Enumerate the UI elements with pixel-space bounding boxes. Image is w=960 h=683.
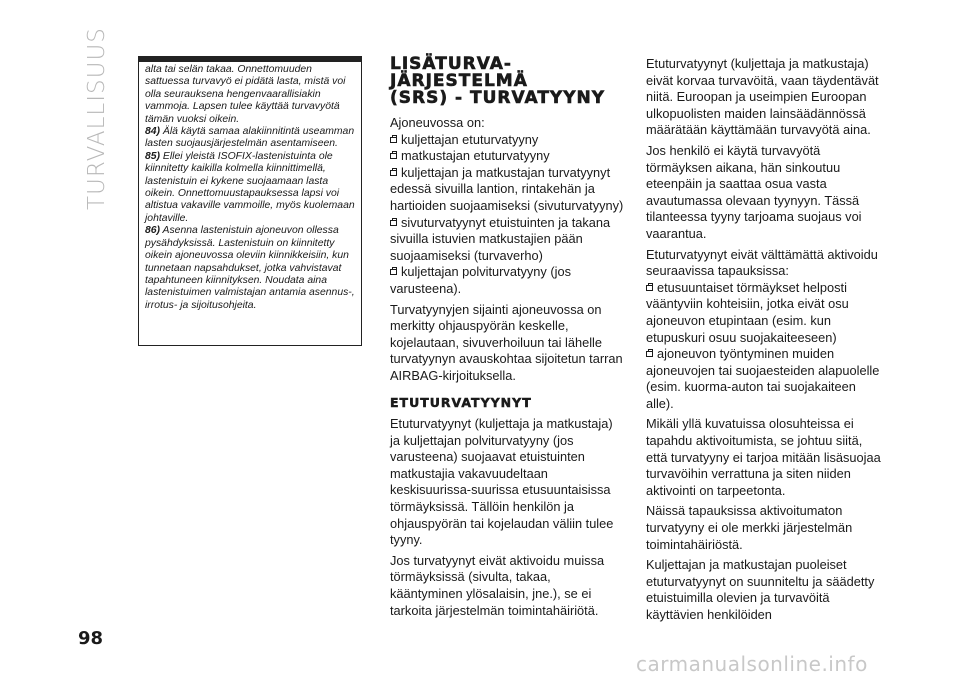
list-item: matkustajan etuturvatyyny <box>390 148 626 165</box>
list-item: ajoneuvon työntyminen muiden ajoneuvojen tai suojaesteiden alapuolelle (esim. kuorma-auton tai suojakaiteen alle). <box>646 346 880 411</box>
list-item: kuljettajan polviturvatyyny (jos varusteena). <box>390 264 571 296</box>
bullet-icon <box>390 153 397 159</box>
warning-84: 84) Älä käytä samaa alakiinnitintä useamman lasten suojausjärjestelmän asentamiseen. <box>145 126 355 150</box>
paragraph: Etuturvatyynyt eivät välttämättä aktivoidu seuraavissa tapauksissa: <box>646 246 878 279</box>
warning-text: alta tai selän takaa. Onnettomuuden sattuessa turvavyö ei pidätä lasta, mistä voi olla seurauksena hengenvaarallisiakin vammoja. Lapsen tulee käyttää turvavyötä tämän vuoksi oikein. <box>145 64 346 125</box>
paragraph: Mikäli yllä kuvatuissa olosuhteissa ei tapahdu aktivoitumista, se johtuu siitä, että turvatyyny ei tarjoa mitään lisäsuojaa turvavöihin verrattuna ja siten niiden aktivointi on tarpeetonta. <box>646 416 881 498</box>
warning-number: 84) <box>145 126 161 138</box>
list-item: etusuuntaiset törmäykset helposti vääntyviin kohteisiin, jotka eivät osu ajoneuvon etupintaan (esim. kun etupuskuri osuu suojakaiteeseen) <box>646 279 849 345</box>
bullet-icon <box>390 170 397 176</box>
section-title: LISÄTURVA- JÄRJESTELMÄ (SRS) - TURVATYYNY <box>390 54 606 108</box>
paragraph: Turvatyynyjen sijainti ajoneuvossa on merkitty ohjauspyörän keskelle, kojelautaan, sivuverhoiluun tai lähelle turvatyynyn avauskohtaa sijoitetun tarran AIRBAG-kirjoituksella. <box>390 301 623 383</box>
list-item: kuljettajan ja matkustajan turvatyynyt edessä sivuilla lantion, rintakehän ja hartioiden suojaamiseksi (sivuturvatyyny) <box>390 164 624 213</box>
subsection-title: ETUTURVATYYNYT <box>390 394 532 410</box>
warning-box <box>138 56 362 346</box>
list-item: kuljettajan etuturvatyyny <box>390 132 626 149</box>
middle-column <box>390 56 626 619</box>
paragraph: Näissä tapauksissa aktivoitumaton turvatyyny ei ole merkki järjestelmän toimintahäiriöstä. <box>646 503 853 552</box>
section-tab <box>84 27 110 220</box>
paragraph: Kuljettajan ja matkustajan puoleiset etuturvatyynyt on suunniteltu ja säädetty etuistuimilla olevien ja turvavöitä käyttävien henkilöiden <box>646 557 875 622</box>
paragraph: Etuturvatyynyt (kuljettaja ja matkustaja) ja kuljettajan polviturvatyyny (jos varusteena) suojaavat etuistuinten matkustajia vakavuudeltaan keskisuurissa-suurissa etusuuntaisissa törmäyksissä. Tällöin henkilön ja ohjauspyörän tai kojelaudan väliin tulee tyyny. <box>390 416 614 548</box>
bullet-icon <box>646 285 653 291</box>
page-number: 98 <box>78 628 104 649</box>
bullet-icon <box>390 220 397 226</box>
warning-86: 86) Asenna lastenistuin ajoneuvon ollessa pysähdyksissä. Lastenistuin on kiinnitetty oikein ajoneuvossa oleviin kiinnikkeisiin, kun tunnetaan napsahdukset, jotka vahvistavat tapahtuneen kiinnityksen. Noudata aina lastenistuimen valmistajan antamia asennus-, irrotus- ja sijoitusohjeita. <box>145 225 355 311</box>
list-item: sivuturvatyynyt etuistuinten ja takana sivuilla istuvien matkustajien pään suojaamiseksi (turvaverho) <box>390 214 611 263</box>
bullet-icon <box>390 137 397 143</box>
bullet-icon <box>646 351 653 357</box>
section-tab-label: TURVALLISUUS <box>84 27 110 210</box>
watermark: carmanualsonline.info <box>636 652 868 676</box>
paragraph: Jos henkilö ei käytä turvavyötä törmäyksen aikana, hän sinkoutuu eteenpäin ja saattaa osua vasta avautumassa olevaan tyynyyn. Tässä tilanteessa tyyny tarjoama suojaus voi vaarantua. <box>646 142 862 241</box>
warning-number: 85) <box>145 150 161 162</box>
intro-text: Ajoneuvossa on: <box>390 115 485 130</box>
warning-number: 86) <box>145 225 161 237</box>
right-column <box>646 56 882 624</box>
bullet-icon <box>390 269 397 275</box>
paragraph: Etuturvatyynyt (kuljettaja ja matkustaja) eivät korvaa turvavöitä, vaan täydentävät niitä. Euroopan ja useimpien Euroopan ulkopuolisten maiden lainsäädännössä määrätään käyttämään turvavyötä aina. <box>646 56 879 138</box>
paragraph: Jos turvatyynyt eivät aktivoidu muissa törmäyksissä (sivulta, takaa, kääntyminen ylösalaisin, jne.), se ei tarkoita järjestelmän toimintahäiriötä. <box>390 552 605 618</box>
warning-85: 85) Ellei yleistä ISOFIX-lastenistuinta ole kiinnitetty kaikilla kolmella kiinnittimellä, lastenistuin ei kykene suojaamaan lasta oikein. Onnettomuustapauksessa lapsi voi altistua vakaville vammoille, myös kuolemaan johtaville. <box>145 150 355 224</box>
